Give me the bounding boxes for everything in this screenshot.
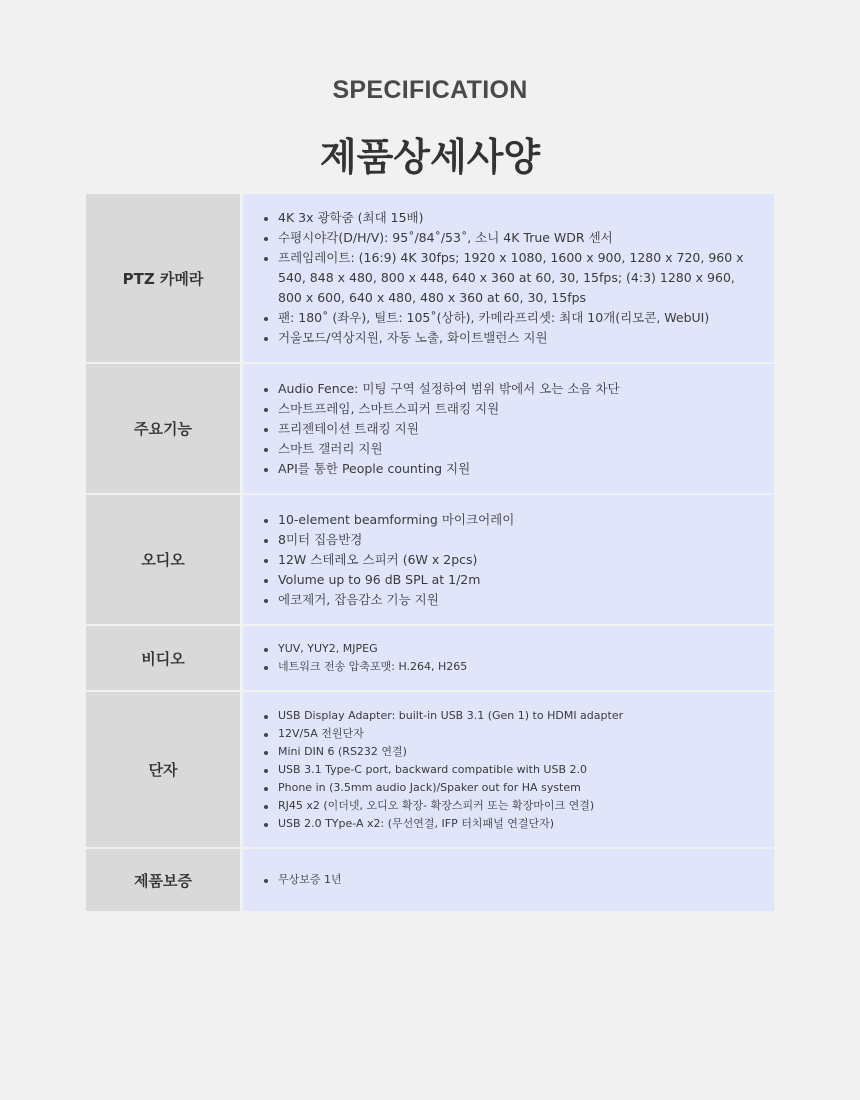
spec-item: 거울모드/역상지원, 자동 노출, 화이트밸런스 지원 [259,328,754,348]
spec-list [259,640,467,676]
spec-item: 10-element beamforming 마이크어레이 [259,510,514,530]
spec-list [259,510,514,610]
spec-content [243,692,774,847]
spec-content [243,495,774,624]
spec-item: Mini DIN 6 (RS232 연결) [259,743,623,761]
spec-row-ports [86,692,774,847]
spec-content [243,626,774,690]
spec-item: 12V/5A 전원단자 [259,725,623,743]
spec-list [259,379,620,479]
section-eyebrow: SPECIFICATION [332,76,528,104]
spec-item: 에코제거, 잡음감소 기능 지원 [259,590,514,610]
spec-item: 프리젠테이션 트래킹 지원 [259,419,620,439]
spec-item: 팬: 180˚ (좌우), 틸트: 105˚(상하), 카메라프리셋: 최대 10개(리모콘, WebUI) [259,308,754,328]
spec-category: 주요기능 [86,364,240,493]
spec-item: 4K 3x 광학줌 (최대 15배) [259,208,754,228]
spec-item: 12W 스테레오 스피커 (6W x 2pcs) [259,550,514,570]
spec-item: USB 3.1 Type-C port, backward compatible with USB 2.0 [259,761,623,779]
spec-item: 무상보증 1년 [259,871,342,889]
spec-content [243,849,774,911]
spec-item: 스마트프레임, 스마트스피커 트래킹 지원 [259,399,620,419]
spec-category: 단자 [86,692,240,847]
spec-item: 프레임레이트: (16:9) 4K 30fps; 1920 x 1080, 1600 x 900, 1280 x 720, 960 x 540, 848 x 480, 800 x 448, 640 x 360 at 60, 30, 15fps; (4:3) 1280 x 960, 800 x 600, 640 x 480, 480 x 360 at 60, 30, 15fps [259,248,754,308]
spec-item: RJ45 x2 (이더넷, 오디오 확장- 확장스피커 또는 확장마이크 연결) [259,797,623,815]
spec-row-ptz-camera [86,194,774,362]
spec-category: 비디오 [86,626,240,690]
spec-row-key-features [86,364,774,493]
spec-table [86,194,774,913]
spec-row-video [86,626,774,690]
spec-item: 네트워크 전송 압축포맷: H.264, H265 [259,658,467,676]
spec-category: 제품보증 [86,849,240,911]
spec-row-audio [86,495,774,624]
spec-item: 수평시야각(D/H/V): 95˚/84˚/53˚, 소니 4K True WDR 센서 [259,228,754,248]
spec-item: Audio Fence: 미팅 구역 설정하여 범위 밖에서 오는 소음 차단 [259,379,620,399]
spec-item: USB Display Adapter: built-in USB 3.1 (Gen 1) to HDMI adapter [259,707,623,725]
spec-list [259,707,623,833]
spec-item: Phone in (3.5mm audio Jack)/Spaker out for HA system [259,779,623,797]
spec-item: YUV, YUY2, MJPEG [259,640,467,658]
spec-list [259,871,342,889]
spec-item: USB 2.0 TYpe-A x2: (무선연결, IFP 터치패널 연결단자) [259,815,623,833]
spec-content [243,194,774,362]
spec-content [243,364,774,493]
spec-list [259,208,754,348]
spec-category: 오디오 [86,495,240,624]
page-title: 제품상세사양 [319,135,541,179]
spec-item: 스마트 갤러리 지원 [259,439,620,459]
spec-item: 8미터 집음반경 [259,530,514,550]
spec-row-warranty [86,849,774,911]
spec-item: Volume up to 96 dB SPL at 1/2m [259,570,514,590]
spec-category: PTZ 카메라 [86,194,240,362]
spec-item: API를 통한 People counting 지원 [259,459,620,479]
